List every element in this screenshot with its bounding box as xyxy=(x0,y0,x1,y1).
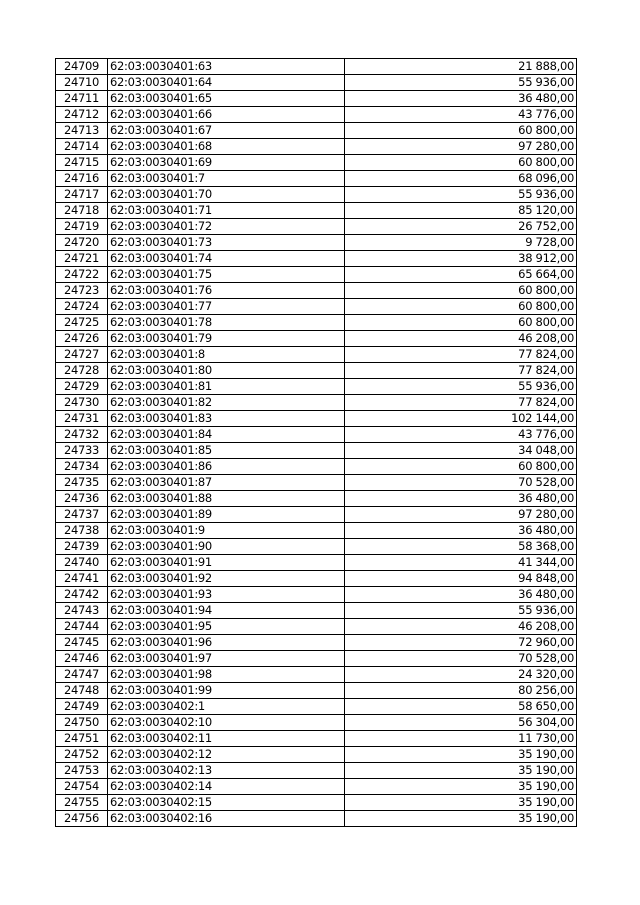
value-cell: 70 528,00 xyxy=(345,475,577,491)
table-row xyxy=(56,251,577,267)
cadastral-number-cell: 62:03:0030401:95 xyxy=(108,619,345,635)
row-number-cell: 24728 xyxy=(56,363,108,379)
table-row xyxy=(56,763,577,779)
value-cell: 38 912,00 xyxy=(345,251,577,267)
cadastral-number-cell: 62:03:0030402:11 xyxy=(108,731,345,747)
cadastral-number-cell: 62:03:0030401:9 xyxy=(108,523,345,539)
row-number-cell: 24724 xyxy=(56,299,108,315)
value-cell: 36 480,00 xyxy=(345,91,577,107)
value-cell: 35 190,00 xyxy=(345,763,577,779)
table-row xyxy=(56,491,577,507)
row-number-cell: 24726 xyxy=(56,331,108,347)
table-row xyxy=(56,683,577,699)
cadastral-number-cell: 62:03:0030401:97 xyxy=(108,651,345,667)
cadastral-number-cell: 62:03:0030401:96 xyxy=(108,635,345,651)
row-number-cell: 24711 xyxy=(56,91,108,107)
row-number-cell: 24756 xyxy=(56,811,108,827)
row-number-cell: 24710 xyxy=(56,75,108,91)
cadastral-number-cell: 62:03:0030401:83 xyxy=(108,411,345,427)
row-number-cell: 24714 xyxy=(56,139,108,155)
row-number-cell: 24734 xyxy=(56,459,108,475)
value-cell: 35 190,00 xyxy=(345,795,577,811)
row-number-cell: 24720 xyxy=(56,235,108,251)
value-cell: 35 190,00 xyxy=(345,747,577,763)
value-cell: 58 368,00 xyxy=(345,539,577,555)
value-cell: 60 800,00 xyxy=(345,315,577,331)
table-row xyxy=(56,347,577,363)
table-row xyxy=(56,203,577,219)
table-row xyxy=(56,283,577,299)
row-number-cell: 24745 xyxy=(56,635,108,651)
cadastral-number-cell: 62:03:0030401:76 xyxy=(108,283,345,299)
table-row xyxy=(56,651,577,667)
row-number-cell: 24743 xyxy=(56,603,108,619)
value-cell: 21 888,00 xyxy=(345,59,577,75)
row-number-cell: 24721 xyxy=(56,251,108,267)
table-row xyxy=(56,667,577,683)
cadastral-number-cell: 62:03:0030401:82 xyxy=(108,395,345,411)
row-number-cell: 24713 xyxy=(56,123,108,139)
cadastral-number-cell: 62:03:0030401:94 xyxy=(108,603,345,619)
row-number-cell: 24731 xyxy=(56,411,108,427)
value-cell: 36 480,00 xyxy=(345,491,577,507)
value-cell: 56 304,00 xyxy=(345,715,577,731)
value-cell: 11 730,00 xyxy=(345,731,577,747)
value-cell: 60 800,00 xyxy=(345,459,577,475)
value-cell: 94 848,00 xyxy=(345,571,577,587)
table-row xyxy=(56,139,577,155)
cadastral-number-cell: 62:03:0030401:85 xyxy=(108,443,345,459)
row-number-cell: 24749 xyxy=(56,699,108,715)
row-number-cell: 24751 xyxy=(56,731,108,747)
value-cell: 65 664,00 xyxy=(345,267,577,283)
table-row xyxy=(56,699,577,715)
row-number-cell: 24744 xyxy=(56,619,108,635)
table-row xyxy=(56,459,577,475)
cadastral-number-cell: 62:03:0030401:99 xyxy=(108,683,345,699)
row-number-cell: 24715 xyxy=(56,155,108,171)
row-number-cell: 24755 xyxy=(56,795,108,811)
table-row xyxy=(56,107,577,123)
value-cell: 26 752,00 xyxy=(345,219,577,235)
row-number-cell: 24752 xyxy=(56,747,108,763)
value-cell: 77 824,00 xyxy=(345,347,577,363)
table-row xyxy=(56,475,577,491)
value-cell: 35 190,00 xyxy=(345,811,577,827)
value-cell: 60 800,00 xyxy=(345,299,577,315)
value-cell: 60 800,00 xyxy=(345,123,577,139)
row-number-cell: 24709 xyxy=(56,59,108,75)
value-cell: 41 344,00 xyxy=(345,555,577,571)
cadastral-number-cell: 62:03:0030401:79 xyxy=(108,331,345,347)
value-cell: 58 650,00 xyxy=(345,699,577,715)
value-cell: 55 936,00 xyxy=(345,603,577,619)
table-row xyxy=(56,235,577,251)
value-cell: 36 480,00 xyxy=(345,587,577,603)
cadastral-number-cell: 62:03:0030401:88 xyxy=(108,491,345,507)
cadastral-number-cell: 62:03:0030401:72 xyxy=(108,219,345,235)
row-number-cell: 24738 xyxy=(56,523,108,539)
table-row xyxy=(56,555,577,571)
cadastral-number-cell: 62:03:0030401:73 xyxy=(108,235,345,251)
row-number-cell: 24740 xyxy=(56,555,108,571)
table-row xyxy=(56,75,577,91)
table-row xyxy=(56,171,577,187)
table-row xyxy=(56,91,577,107)
cadastral-number-cell: 62:03:0030401:66 xyxy=(108,107,345,123)
table-row xyxy=(56,299,577,315)
row-number-cell: 24741 xyxy=(56,571,108,587)
value-cell: 36 480,00 xyxy=(345,523,577,539)
value-cell: 43 776,00 xyxy=(345,427,577,443)
cadastral-number-cell: 62:03:0030402:15 xyxy=(108,795,345,811)
table-row xyxy=(56,539,577,555)
cadastral-number-cell: 62:03:0030401:67 xyxy=(108,123,345,139)
table-row xyxy=(56,603,577,619)
cadastral-number-cell: 62:03:0030401:87 xyxy=(108,475,345,491)
table-row xyxy=(56,715,577,731)
cadastral-number-cell: 62:03:0030402:12 xyxy=(108,747,345,763)
table-row xyxy=(56,331,577,347)
row-number-cell: 24750 xyxy=(56,715,108,731)
table-row xyxy=(56,747,577,763)
table-row xyxy=(56,571,577,587)
table-body xyxy=(56,59,577,827)
row-number-cell: 24722 xyxy=(56,267,108,283)
cadastral-number-cell: 62:03:0030401:74 xyxy=(108,251,345,267)
row-number-cell: 24742 xyxy=(56,587,108,603)
table-row xyxy=(56,795,577,811)
value-cell: 80 256,00 xyxy=(345,683,577,699)
row-number-cell: 24725 xyxy=(56,315,108,331)
cadastral-number-cell: 62:03:0030401:7 xyxy=(108,171,345,187)
row-number-cell: 24723 xyxy=(56,283,108,299)
table-row xyxy=(56,443,577,459)
row-number-cell: 24736 xyxy=(56,491,108,507)
table-row xyxy=(56,267,577,283)
value-cell: 72 960,00 xyxy=(345,635,577,651)
row-number-cell: 24719 xyxy=(56,219,108,235)
row-number-cell: 24746 xyxy=(56,651,108,667)
cadastral-number-cell: 62:03:0030402:14 xyxy=(108,779,345,795)
row-number-cell: 24729 xyxy=(56,379,108,395)
cadastral-number-cell: 62:03:0030401:68 xyxy=(108,139,345,155)
row-number-cell: 24712 xyxy=(56,107,108,123)
table-row xyxy=(56,315,577,331)
table-row xyxy=(56,411,577,427)
cadastral-number-cell: 62:03:0030401:84 xyxy=(108,427,345,443)
table-row xyxy=(56,219,577,235)
cadastral-number-cell: 62:03:0030401:93 xyxy=(108,587,345,603)
value-cell: 68 096,00 xyxy=(345,171,577,187)
table-row xyxy=(56,427,577,443)
cadastral-number-cell: 62:03:0030402:1 xyxy=(108,699,345,715)
row-number-cell: 24730 xyxy=(56,395,108,411)
row-number-cell: 24716 xyxy=(56,171,108,187)
value-cell: 60 800,00 xyxy=(345,155,577,171)
value-cell: 43 776,00 xyxy=(345,107,577,123)
cadastral-number-cell: 62:03:0030401:78 xyxy=(108,315,345,331)
row-number-cell: 24718 xyxy=(56,203,108,219)
table-row xyxy=(56,523,577,539)
table-row xyxy=(56,635,577,651)
cadastral-number-cell: 62:03:0030401:98 xyxy=(108,667,345,683)
cadastral-value-table xyxy=(55,58,577,827)
cadastral-number-cell: 62:03:0030401:80 xyxy=(108,363,345,379)
cadastral-number-cell: 62:03:0030401:63 xyxy=(108,59,345,75)
cadastral-number-cell: 62:03:0030401:8 xyxy=(108,347,345,363)
value-cell: 55 936,00 xyxy=(345,379,577,395)
value-cell: 55 936,00 xyxy=(345,75,577,91)
table-row xyxy=(56,59,577,75)
row-number-cell: 24737 xyxy=(56,507,108,523)
cadastral-number-cell: 62:03:0030402:10 xyxy=(108,715,345,731)
value-cell: 9 728,00 xyxy=(345,235,577,251)
cadastral-number-cell: 62:03:0030401:64 xyxy=(108,75,345,91)
cadastral-number-cell: 62:03:0030401:89 xyxy=(108,507,345,523)
row-number-cell: 24747 xyxy=(56,667,108,683)
cadastral-number-cell: 62:03:0030401:69 xyxy=(108,155,345,171)
table-row xyxy=(56,619,577,635)
value-cell: 77 824,00 xyxy=(345,395,577,411)
cadastral-number-cell: 62:03:0030402:16 xyxy=(108,811,345,827)
value-cell: 35 190,00 xyxy=(345,779,577,795)
row-number-cell: 24748 xyxy=(56,683,108,699)
cadastral-number-cell: 62:03:0030402:13 xyxy=(108,763,345,779)
cadastral-number-cell: 62:03:0030401:75 xyxy=(108,267,345,283)
value-cell: 97 280,00 xyxy=(345,139,577,155)
cadastral-number-cell: 62:03:0030401:90 xyxy=(108,539,345,555)
table-row xyxy=(56,187,577,203)
table-row xyxy=(56,363,577,379)
cadastral-number-cell: 62:03:0030401:81 xyxy=(108,379,345,395)
row-number-cell: 24735 xyxy=(56,475,108,491)
value-cell: 46 208,00 xyxy=(345,619,577,635)
table-row xyxy=(56,395,577,411)
row-number-cell: 24739 xyxy=(56,539,108,555)
value-cell: 46 208,00 xyxy=(345,331,577,347)
row-number-cell: 24754 xyxy=(56,779,108,795)
value-cell: 102 144,00 xyxy=(345,411,577,427)
table-row xyxy=(56,731,577,747)
row-number-cell: 24732 xyxy=(56,427,108,443)
value-cell: 85 120,00 xyxy=(345,203,577,219)
value-cell: 24 320,00 xyxy=(345,667,577,683)
table-row xyxy=(56,507,577,523)
cadastral-number-cell: 62:03:0030401:77 xyxy=(108,299,345,315)
value-cell: 70 528,00 xyxy=(345,651,577,667)
table-row xyxy=(56,587,577,603)
cadastral-number-cell: 62:03:0030401:70 xyxy=(108,187,345,203)
cadastral-number-cell: 62:03:0030401:92 xyxy=(108,571,345,587)
value-cell: 60 800,00 xyxy=(345,283,577,299)
row-number-cell: 24733 xyxy=(56,443,108,459)
row-number-cell: 24753 xyxy=(56,763,108,779)
row-number-cell: 24727 xyxy=(56,347,108,363)
table-row xyxy=(56,123,577,139)
cadastral-number-cell: 62:03:0030401:71 xyxy=(108,203,345,219)
cadastral-number-cell: 62:03:0030401:65 xyxy=(108,91,345,107)
table-row xyxy=(56,811,577,827)
table-row xyxy=(56,155,577,171)
cadastral-number-cell: 62:03:0030401:91 xyxy=(108,555,345,571)
value-cell: 97 280,00 xyxy=(345,507,577,523)
table-row xyxy=(56,779,577,795)
table-row xyxy=(56,379,577,395)
value-cell: 34 048,00 xyxy=(345,443,577,459)
value-cell: 77 824,00 xyxy=(345,363,577,379)
row-number-cell: 24717 xyxy=(56,187,108,203)
value-cell: 55 936,00 xyxy=(345,187,577,203)
cadastral-number-cell: 62:03:0030401:86 xyxy=(108,459,345,475)
